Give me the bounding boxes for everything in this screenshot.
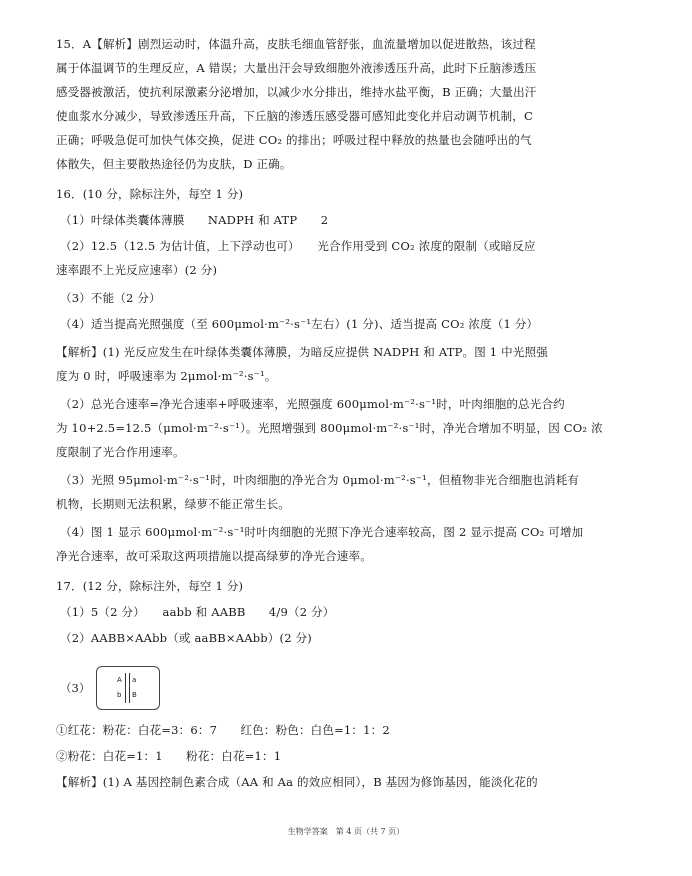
answer-16-2: （2）12.5（12.5 为估计值，上下浮动也可） 光合作用受到 CO₂ 浓度的限制（或暗反应 <box>60 239 536 253</box>
text-line: 度为 0 时，呼吸速率为 2μmol·m⁻²·s⁻¹。 <box>56 369 277 383</box>
answer-17-3-label: （3） <box>60 681 91 695</box>
question-header-16: 16．(10 分，除标注外，每空 1 分) <box>56 187 244 201</box>
answer-16-4: （4）适当提高光照强度（至 600μmol·m⁻²·s⁻¹左右）(1 分)、适当提高 CO₂ 浓度（1 分） <box>60 317 539 331</box>
text-line: （4）图 1 显示 600μmol·m⁻²·s⁻¹时叶肉细胞的光照下净光合速率较高，图 2 显示提高 CO₂ 可增加 <box>60 525 584 539</box>
answer-17-1: （1）5（2 分） aabb 和 AABB 4/9（2 分） <box>60 605 335 619</box>
answer-17-3-2: ②粉花：白花=1：1 粉花：白花=1：1 <box>56 749 282 763</box>
allele-label: b <box>117 691 122 699</box>
answer-17-3-1: ①红花：粉花：白花=3：6：7 红色：粉色：白色=1：1：2 <box>56 723 390 737</box>
chromosome-pair <box>115 673 143 703</box>
allele-label: A <box>117 676 122 684</box>
page-footer: 生物学答案 第 4 页（共 7 页） <box>287 827 405 836</box>
text-line: （2）总光合速率=净光合速率+呼吸速率，光照强度 600μmol·m⁻²·s⁻¹时，叶肉细胞的总光合约 <box>60 397 565 411</box>
text-line: 15．A【解析】剧烈运动时，体温升高，皮肤毛细血管舒张，血流量增加以促进散热，该过程 <box>56 37 536 51</box>
text-line: （3）光照 95μmol·m⁻²·s⁻¹时，叶肉细胞的净光合为 0μmol·m⁻²·s⁻¹，但植物非光合细胞也消耗有 <box>60 473 580 487</box>
analysis-17: 【解析】(1) A 基因控制色素合成（AA 和 Aa 的效应相同），B 基因为修饰基因，能淡化花的 <box>56 775 538 789</box>
answer-17-2: （2）AABB×AAbb（或 aaBB×AAbb）(2 分) <box>60 631 312 645</box>
text-line: 属于体温调节的生理反应，A 错误；大量出汗会导致细胞外液渗透压升高，此时下丘脑渗透压 <box>56 61 537 75</box>
question-header-17: 17．(12 分，除标注外，每空 1 分) <box>56 579 244 593</box>
chromosome-diagram <box>96 666 160 710</box>
text-line: 正确；呼吸急促可加快气体交换，促进 CO₂ 的排出；呼吸过程中释放的热量也会随呼出的气 <box>56 133 532 147</box>
text-line: 速率跟不上光反应速率）(2 分) <box>56 263 218 277</box>
text-line: 为 10+2.5=12.5（μmol·m⁻²·s⁻¹）。光照增强到 800μmol·m⁻²·s⁻¹时，净光合增加不明显，因 CO₂ 浓 <box>56 421 603 435</box>
answer-16-3: （3）不能（2 分） <box>60 291 161 305</box>
allele-label: B <box>132 691 137 699</box>
text-line: 使血浆水分减少，导致渗透压升高，下丘脑的渗透压感受器可感知此变化并启动调节机制，C <box>56 109 533 123</box>
text-line: 机物，长期则无法积累，绿萝不能正常生长。 <box>56 497 290 511</box>
text-line: 感受器被激活，使抗利尿激素分泌增加，以减少水分排出，维持水盐平衡，B 正确；大量出汗 <box>56 85 537 99</box>
text-line: 度限制了光合作用速率。 <box>56 445 185 459</box>
allele-label: a <box>132 676 137 684</box>
chromosome-line <box>129 673 130 703</box>
answer-16-1: （1）叶绿体类囊体薄膜 NADPH 和 ATP 2 <box>60 213 329 227</box>
analysis-16: 【解析】(1) 光反应发生在叶绿体类囊体薄膜，为暗反应提供 NADPH 和 ATP。图 1 中光照强 <box>56 345 548 359</box>
chromosome-line <box>125 673 126 703</box>
text-line: 体散失，但主要散热途径仍为皮肤，D 正确。 <box>56 157 292 171</box>
text-line: 净光合速率，故可采取这两项措施以提高绿萝的净光合速率。 <box>56 549 372 563</box>
